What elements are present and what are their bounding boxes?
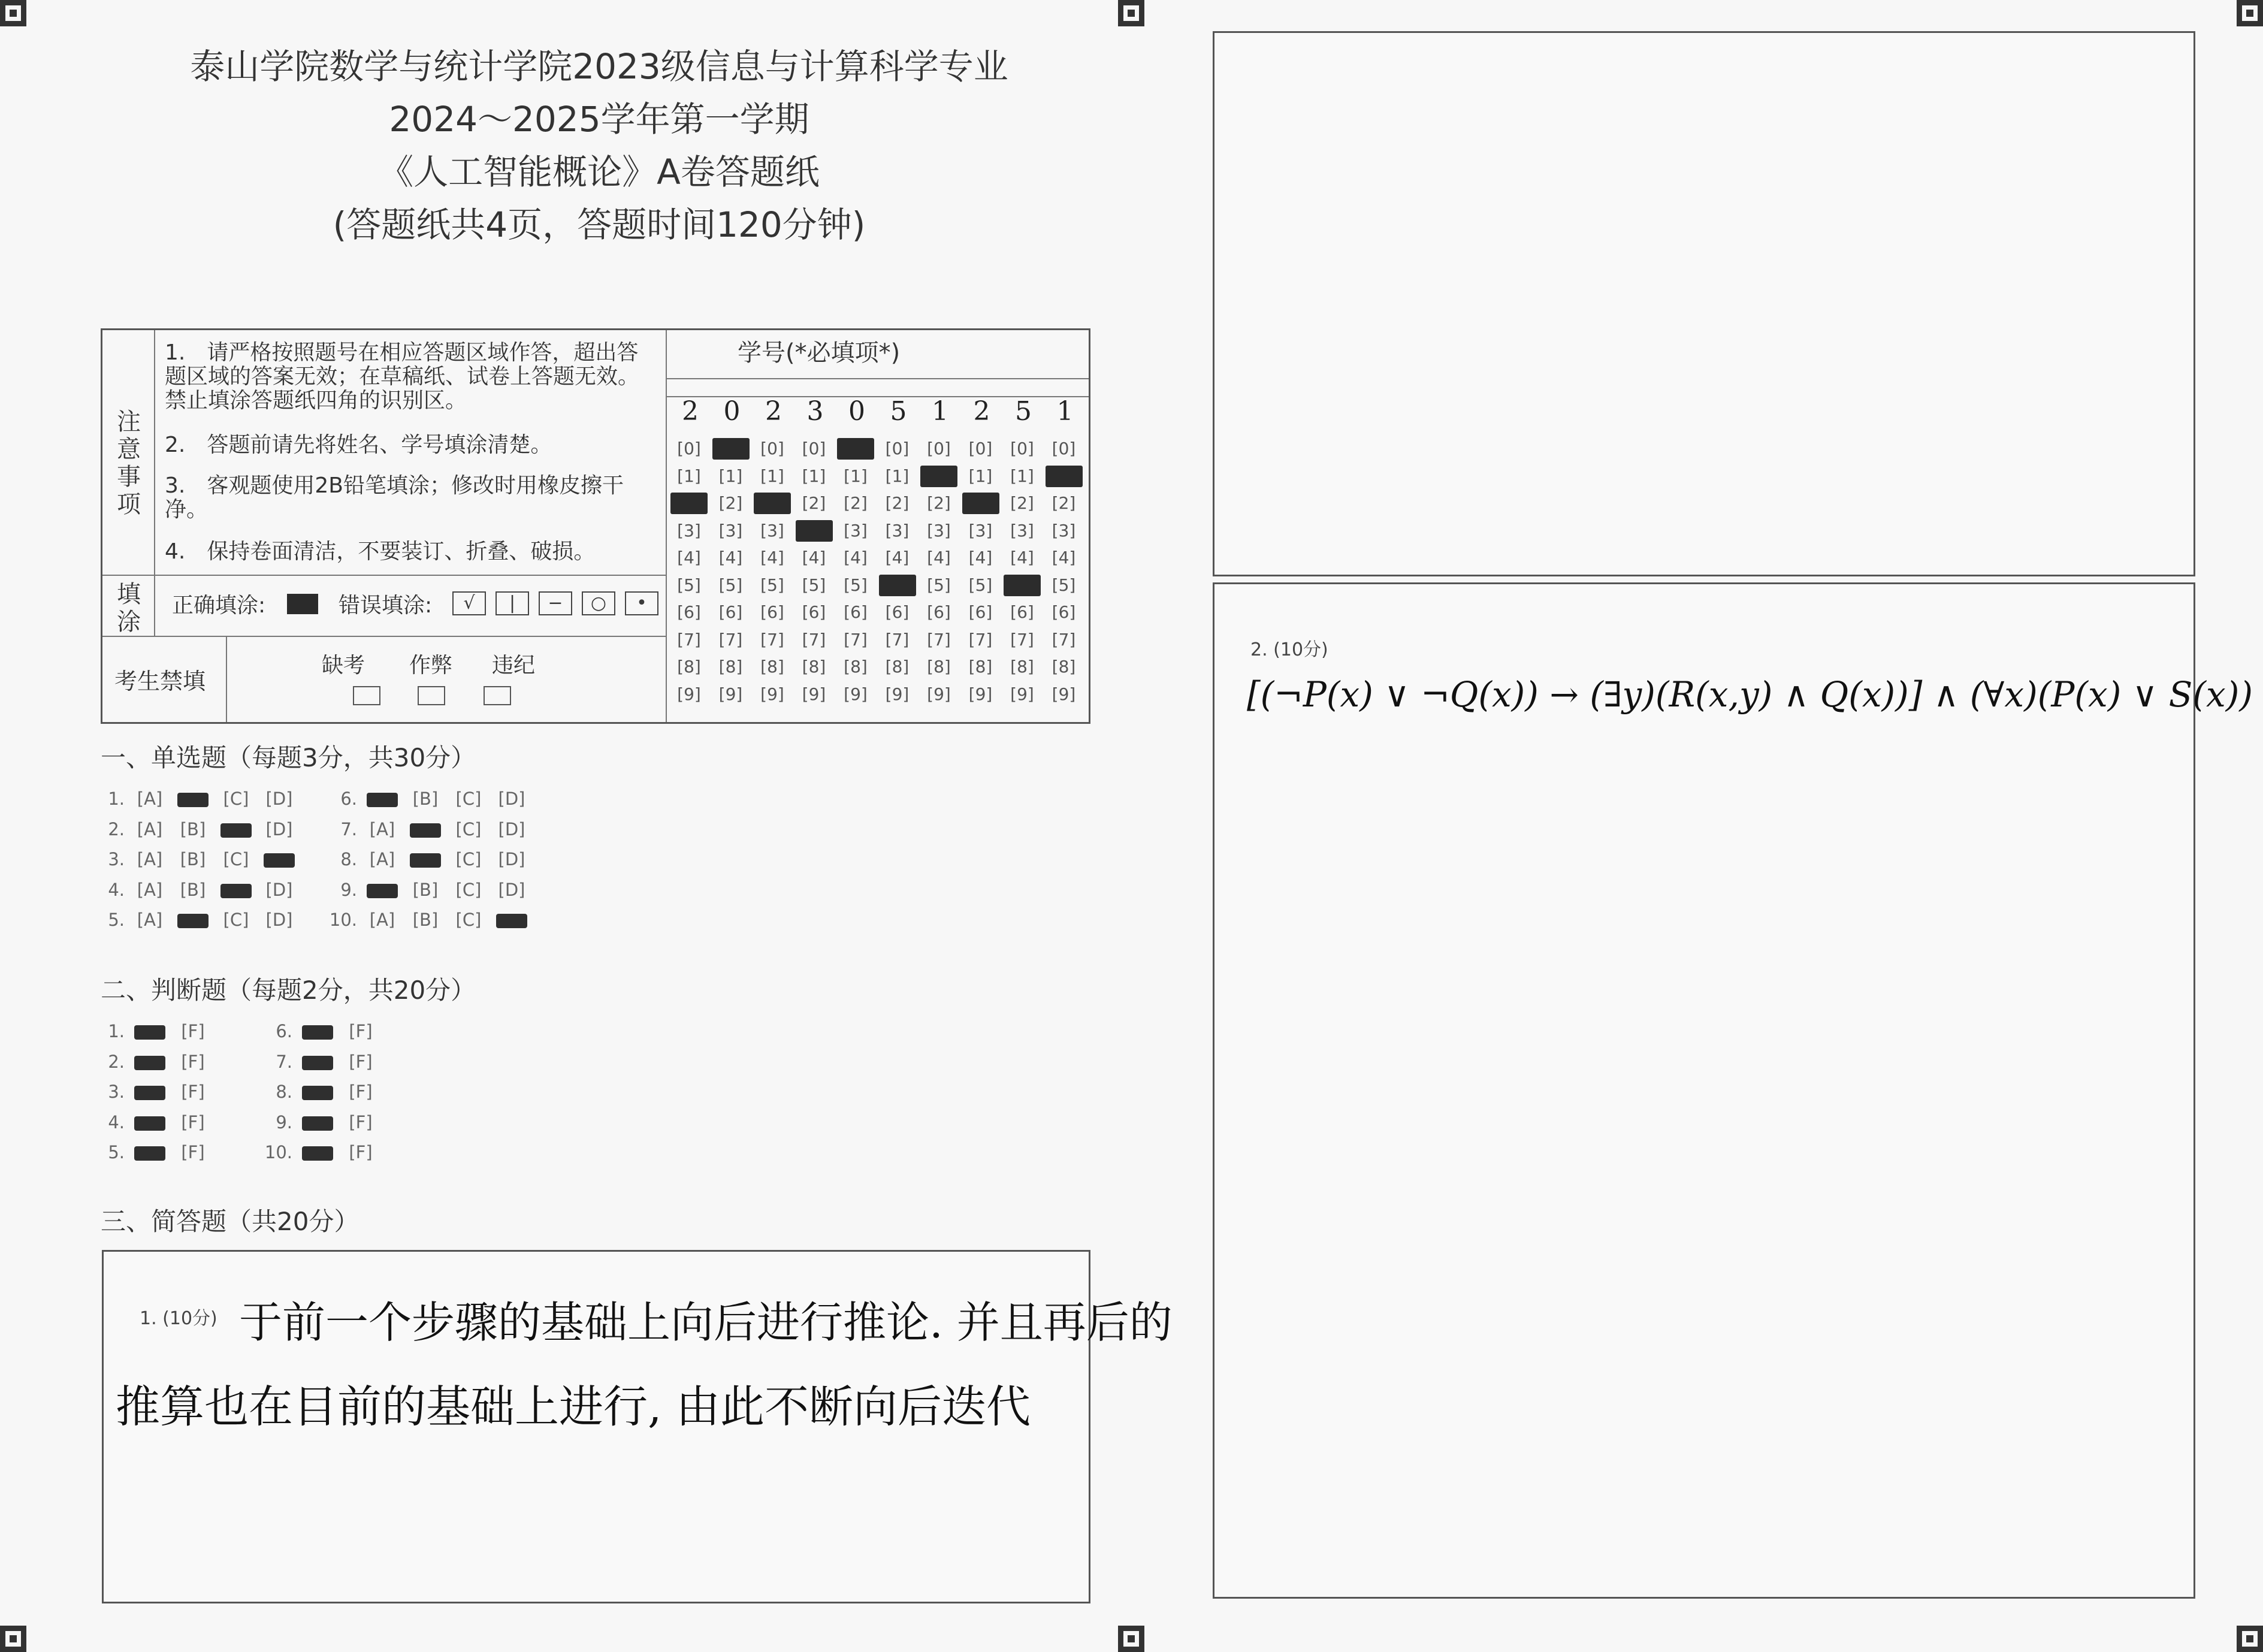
student-id-bubble[interactable]: [9] [927,684,951,704]
student-id-bubble[interactable]: [2] [927,493,951,513]
student-id-bubble[interactable]: [4] [927,548,951,567]
header-school: 泰山学院数学与统计学院2023级信息与计算科学专业 [190,46,1008,87]
student-id-bubble-filled[interactable] [1046,466,1083,487]
option-bubble[interactable]: [D] [265,879,293,900]
wrong-fill-check: √ [452,591,486,615]
correct-fill-label: 正确填涂: [172,593,266,618]
filled-bubble [134,1146,165,1161]
student-id-bubble[interactable]: [0] [677,439,701,458]
question-number: 6. [276,1021,292,1041]
student-id-bubble[interactable]: [5] [844,575,868,595]
corner-mark-top-right [2237,0,2263,26]
notice-label: 注意事项 [117,408,141,518]
student-id-bubble[interactable]: [6] [885,602,910,622]
student-id-bubble[interactable]: [3] [718,520,743,540]
option-bubble[interactable]: [F] [181,1051,205,1072]
option-bubble[interactable]: [A] [369,819,395,839]
short-answer-title: 三、简答题（共20分） [101,1207,359,1236]
question-number: 2. [108,1051,125,1072]
student-id-bubble[interactable]: [4] [677,548,701,567]
student-id-bubble[interactable]: [9] [718,684,743,704]
student-id-bubble[interactable]: [1] [1010,466,1034,486]
student-id-bubble[interactable]: [7] [844,629,868,650]
student-id-bubble[interactable]: [5] [802,575,826,595]
student-id-bubble[interactable]: [3] [1010,520,1034,540]
question-number: 7. [340,819,357,839]
option-bubble-filled[interactable] [128,1142,171,1162]
filled-bubble [367,884,398,898]
student-id-digit: 5 [1015,396,1032,427]
student-id-bubble[interactable]: [9] [968,684,993,704]
student-id-bubble[interactable]: [0] [885,439,910,458]
student-id-bubble[interactable]: [0] [927,439,951,458]
student-id-bubble[interactable]: [5] [718,575,743,595]
filled-bubble [134,1116,165,1131]
question-number: 7. [276,1051,292,1072]
single-choice-question [90,789,301,809]
student-id-digit: 1 [932,396,948,427]
question-number: 10. [264,1142,292,1162]
student-id-bubble[interactable]: [6] [844,602,868,622]
true-false-question [258,1082,382,1102]
student-id-bubble[interactable]: [4] [885,548,910,567]
student-id-bubble[interactable]: [6] [802,602,826,622]
absent-label: 缺考 [322,653,365,678]
option-bubble-filled[interactable] [128,1112,171,1132]
student-id-bubble[interactable]: [9] [1010,684,1034,704]
option-bubble[interactable]: [B] [412,910,439,930]
q2-label: 2. (10分) [1250,639,1328,660]
student-id-bubble-filled[interactable] [837,438,874,460]
student-id-bubble[interactable]: [2] [718,493,743,513]
cheat-label: 作弊 [409,653,453,678]
option-bubble[interactable]: [C] [455,819,482,839]
option-bubble[interactable]: [C] [455,849,482,869]
option-bubble[interactable]: [C] [223,910,249,930]
student-id-bubble[interactable]: [4] [718,548,743,567]
filled-bubble [302,1086,333,1100]
single-choice-question [322,819,533,839]
filled-bubble [220,884,252,898]
option-bubble[interactable]: [D] [265,819,293,839]
student-id-bubble-filled[interactable] [879,575,916,596]
wrong-fill-bar: | [495,591,529,615]
question-number: 9. [276,1112,292,1132]
student-id-digit: 3 [806,396,824,427]
question-number: 4. [108,1112,125,1132]
question-number: 4. [108,879,125,900]
option-bubble[interactable]: [B] [180,849,206,869]
student-id-bubble[interactable]: [7] [760,629,784,650]
student-id-bubble[interactable]: [1] [844,466,868,486]
header-term: 2024～2025学年第一学期 [389,99,809,140]
question-number: 6. [340,789,357,809]
filled-bubble [264,853,295,868]
single-choice-question [322,880,533,900]
option-bubble[interactable]: [B] [180,879,206,900]
student-id-digit: 2 [765,396,782,427]
header-course: 《人工智能概论》A卷答题纸 [379,152,820,192]
corner-mark-bottom-middle [1118,1626,1144,1652]
student-id-digit: 0 [723,396,741,427]
violation-label: 违纪 [492,653,536,678]
student-id-bubble[interactable]: [2] [1010,493,1034,513]
option-bubble[interactable]: [D] [498,819,525,839]
filled-bubble [302,1116,333,1131]
option-bubble[interactable]: [F] [181,1082,205,1102]
student-id-bubble[interactable]: [4] [1010,548,1034,567]
option-bubble-filled[interactable] [361,880,404,900]
true-false-question [90,1021,214,1041]
student-id-bubble[interactable]: [2] [885,493,910,513]
option-bubble[interactable]: [C] [223,849,249,869]
student-id-bubble[interactable]: [7] [718,629,743,650]
option-bubble-filled[interactable] [296,1082,339,1102]
notice-panel [101,328,1090,724]
filled-bubble [134,1086,165,1100]
q1-handwriting-line2: 推算也在目前的基础上进行, 由此不断向后迭代 [116,1381,1031,1433]
question-number: 2. [108,819,125,839]
student-id-bubble[interactable]: [2] [1052,493,1076,513]
corner-mark-top-left [0,0,26,26]
student-id-bubble-filled[interactable] [670,493,708,514]
student-id-bubble[interactable]: [0] [968,439,993,458]
student-id-bubble[interactable]: [0] [760,439,784,458]
single-choice-question [90,819,301,839]
option-bubble[interactable]: [C] [455,879,482,900]
student-id-bubble[interactable]: [9] [802,684,826,704]
option-bubble[interactable]: [C] [223,789,249,809]
single-choice-question [90,849,301,869]
option-bubble[interactable]: [F] [349,1051,373,1072]
option-bubble-filled[interactable] [214,880,258,900]
student-id-bubble[interactable]: [8] [718,657,743,676]
wrong-fill-label: 错误填涂: [339,593,433,618]
true-false-question [90,1142,214,1162]
option-bubble[interactable]: [C] [455,789,482,809]
filled-bubble [367,793,398,807]
q2-handwritten-formula: [(¬P(x) ∨ ¬Q(x)) → (∃y)(R(x,y) ∧ Q(x))] ∧ (∀x)(P(x) ∨ S(x)) [1247,674,2253,715]
student-id-bubble[interactable]: [1] [718,466,743,486]
question-number: 5. [108,1142,125,1162]
filled-bubble [302,1025,333,1040]
student-id-digit: 2 [973,396,990,427]
student-id-bubble-filled[interactable] [754,493,791,514]
question-number: 1. [108,1021,125,1041]
question-number: 10. [329,910,357,930]
student-id-bubble[interactable]: [7] [802,629,826,650]
wrong-fill-dot: • [625,591,658,615]
option-bubble[interactable]: [D] [265,910,293,930]
wrong-fill-dash: − [539,591,572,615]
corner-mark-top-middle [1118,0,1144,26]
absent-box[interactable] [353,686,380,705]
student-id-bubble[interactable]: [3] [885,520,910,540]
option-bubble-filled[interactable] [128,1052,171,1072]
true-false-question [90,1052,214,1072]
student-id-bubble[interactable]: [4] [1052,548,1076,567]
student-id-digit: 0 [848,396,865,427]
true-false-question [258,1052,382,1072]
option-bubble[interactable]: [C] [455,910,482,930]
option-bubble[interactable]: [B] [412,879,439,900]
student-id-bubble-filled[interactable] [962,493,999,514]
student-id-bubble[interactable]: [7] [677,629,701,650]
cheat-box[interactable] [418,686,445,705]
student-id-bubble[interactable]: [5] [927,575,951,595]
student-id-bubble[interactable]: [4] [844,548,868,567]
true-false-title: 二、判断题（每题2分，共20分） [101,976,476,1005]
fill-label: 填涂 [117,581,141,636]
student-id-bubble-filled[interactable] [796,520,833,542]
student-id-bubble-filled[interactable] [1004,575,1041,596]
student-id-bubble[interactable]: [8] [1010,657,1034,676]
student-id-bubble[interactable]: [4] [802,548,826,567]
student-id-bubble[interactable]: [3] [677,520,701,540]
correct-fill-sample [287,594,318,614]
option-bubble-filled[interactable] [296,1021,339,1041]
student-id-bubble[interactable]: [7] [927,629,951,650]
true-false-question [90,1112,214,1132]
student-id-bubble[interactable]: [7] [968,629,993,650]
student-id-bubble[interactable]: [3] [844,520,868,540]
student-id-bubble[interactable]: [4] [968,548,993,567]
option-bubble[interactable]: [F] [349,1021,373,1041]
student-id-bubble[interactable]: [9] [1052,684,1076,704]
option-bubble-filled[interactable] [404,819,447,839]
option-bubble-filled[interactable] [490,910,533,930]
student-id-bubble[interactable]: [8] [802,657,826,676]
option-bubble[interactable]: [D] [265,789,293,809]
option-bubble-filled[interactable] [128,1082,171,1102]
student-id-bubble[interactable]: [6] [760,602,784,622]
student-id-bubble[interactable]: [2] [802,493,826,513]
answer-box-q1[interactable] [102,1250,1173,1603]
single-choice-question [322,849,533,869]
option-bubble-filled[interactable] [404,849,447,869]
student-id-bubble[interactable]: [1] [677,466,701,486]
student-id-bubble[interactable]: [5] [677,575,701,595]
student-id-bubble[interactable]: [8] [968,657,993,676]
corner-mark-bottom-left [0,1626,26,1652]
student-id-bubble[interactable]: [8] [844,657,868,676]
option-bubble-filled[interactable] [258,849,301,869]
option-bubble[interactable]: [B] [180,819,206,839]
question-number: 8. [340,849,357,869]
question-number: 5. [108,910,125,930]
student-id-bubble[interactable]: [9] [885,684,910,704]
option-bubble-filled[interactable] [171,789,214,809]
student-id-bubble[interactable]: [7] [1052,629,1076,650]
student-id-bubble[interactable]: [8] [1052,657,1076,676]
filled-bubble [302,1146,333,1161]
student-id-bubble[interactable]: [8] [677,657,701,676]
student-id-digit: 2 [682,396,699,427]
wrong-fill-circle: ○ [582,591,615,615]
option-bubble-filled[interactable] [296,1052,339,1072]
student-id-bubble[interactable]: [8] [927,657,951,676]
student-id-bubble[interactable]: [6] [718,602,743,622]
q1-handwriting-line1: 于前一个步骤的基础上向后进行推论. 并且再后的 [239,1297,1173,1348]
student-id-bubble[interactable]: [2] [844,493,868,513]
option-bubble[interactable]: [A] [369,849,395,869]
answer-box-q2[interactable] [1213,582,2253,1599]
student-id-bubble[interactable]: [1] [802,466,826,486]
student-id-bubble-filled[interactable] [920,466,957,487]
question-number: 3. [108,849,125,869]
question-number: 3. [108,1082,125,1102]
option-bubble[interactable]: [F] [181,1021,205,1041]
answer-box-continued[interactable] [1213,31,2195,576]
option-bubble-filled[interactable] [296,1142,339,1162]
filled-bubble [220,823,252,838]
notice-item-1: 1. 请严格按照题号在相应答题区域作答，超出答题区域的答案无效；在草稿纸、试卷上答题无效。禁止填涂答题纸四角的识别区。 [165,340,640,413]
option-bubble[interactable]: [D] [498,879,525,900]
student-id-bubble[interactable]: [6] [927,602,951,622]
filled-bubble [134,1025,165,1040]
student-id-title: 学号(*必填项*) [738,339,901,367]
filled-bubble [134,1056,165,1070]
student-id-bubble[interactable]: [7] [1010,629,1034,650]
student-id-bubble[interactable]: [0] [1010,439,1034,458]
single-choice-question [90,910,301,930]
filled-bubble [302,1056,333,1070]
student-id-bubble[interactable]: [8] [885,657,910,676]
option-bubble-filled[interactable] [214,819,258,839]
student-id-bubble-filled[interactable] [712,438,750,460]
exam-forbidden-label: 考生禁填 [114,668,206,694]
student-id-digit: 5 [890,396,907,427]
single-choice-title: 一、单选题（每题3分，共30分） [101,743,476,772]
notice-item-4: 4. 保持卷面清洁，不要装订、折叠、破损。 [165,539,596,564]
option-bubble[interactable]: [F] [181,1142,205,1162]
true-false-question [258,1142,382,1162]
option-bubble-filled[interactable] [361,789,404,809]
student-id-bubble[interactable]: [1] [760,466,784,486]
notice-item-2: 2. 答题前请先将姓名、学号填涂清楚。 [165,433,552,457]
true-false-question [258,1021,382,1041]
filled-bubble [496,914,527,928]
question-number: 8. [276,1082,292,1102]
q1-label: 1. (10分) [140,1308,217,1329]
student-id-bubble[interactable]: [5] [968,575,993,595]
filled-bubble [177,914,209,928]
filled-bubble [410,853,441,868]
option-bubble[interactable]: [F] [349,1142,373,1162]
option-bubble[interactable]: [D] [498,789,525,809]
option-bubble[interactable]: [A] [137,789,163,809]
question-number: 9. [340,879,357,900]
option-bubble[interactable]: [A] [137,849,163,869]
student-id-bubble[interactable]: [6] [1052,602,1076,622]
single-choice-question [322,910,533,930]
student-id-bubble[interactable]: [3] [760,520,784,540]
student-id-bubble[interactable]: [1] [885,466,910,486]
option-bubble[interactable]: [D] [498,849,525,869]
option-bubble-filled[interactable] [171,910,214,930]
option-bubble[interactable]: [A] [137,819,163,839]
notice-item-3: 3. 客观题使用2B铅笔填涂；修改时用橡皮擦干净。 [165,473,624,522]
student-id-bubble[interactable]: [0] [802,439,826,458]
student-id-bubble[interactable]: [0] [1052,439,1076,458]
filled-bubble [410,823,441,838]
student-id-bubble[interactable]: [4] [760,548,784,567]
option-bubble-filled[interactable] [128,1021,171,1041]
violation-box[interactable] [484,686,511,705]
student-id-bubble[interactable]: [3] [927,520,951,540]
student-id-bubble[interactable]: [6] [968,602,993,622]
student-id-bubble[interactable]: [3] [968,520,993,540]
student-id-bubble[interactable]: [8] [760,657,784,676]
option-bubble[interactable]: [F] [181,1112,205,1132]
student-id-bubble[interactable]: [1] [968,466,993,486]
option-bubble-filled[interactable] [296,1112,339,1132]
corner-mark-bottom-right [2237,1626,2263,1652]
student-id-bubble[interactable]: [9] [844,684,868,704]
student-id-bubble[interactable]: [7] [885,629,910,650]
option-bubble[interactable]: [A] [137,910,163,930]
true-false-question [90,1082,214,1102]
header-note: (答题纸共4页，答题时间120分钟) [333,204,866,245]
filled-bubble [177,793,209,807]
option-bubble[interactable]: [F] [349,1112,373,1132]
student-id-bubble[interactable]: [6] [1010,602,1034,622]
true-false-question [258,1112,382,1132]
student-id-bubble[interactable]: [9] [760,684,784,704]
student-id-bubble[interactable]: [3] [1052,520,1076,540]
student-id-digit: 1 [1056,396,1074,427]
option-bubble[interactable]: [B] [412,789,439,809]
option-bubble[interactable]: [A] [369,910,395,930]
student-id-bubble[interactable]: [5] [760,575,784,595]
single-choice-question [322,789,533,809]
option-bubble[interactable]: [F] [349,1082,373,1102]
option-bubble[interactable]: [A] [137,879,163,900]
student-id-bubble[interactable]: [9] [677,684,701,704]
single-choice-question [90,880,301,900]
question-number: 1. [108,789,125,809]
student-id-bubble[interactable]: [5] [1052,575,1076,595]
student-id-bubble[interactable]: [6] [677,602,701,622]
